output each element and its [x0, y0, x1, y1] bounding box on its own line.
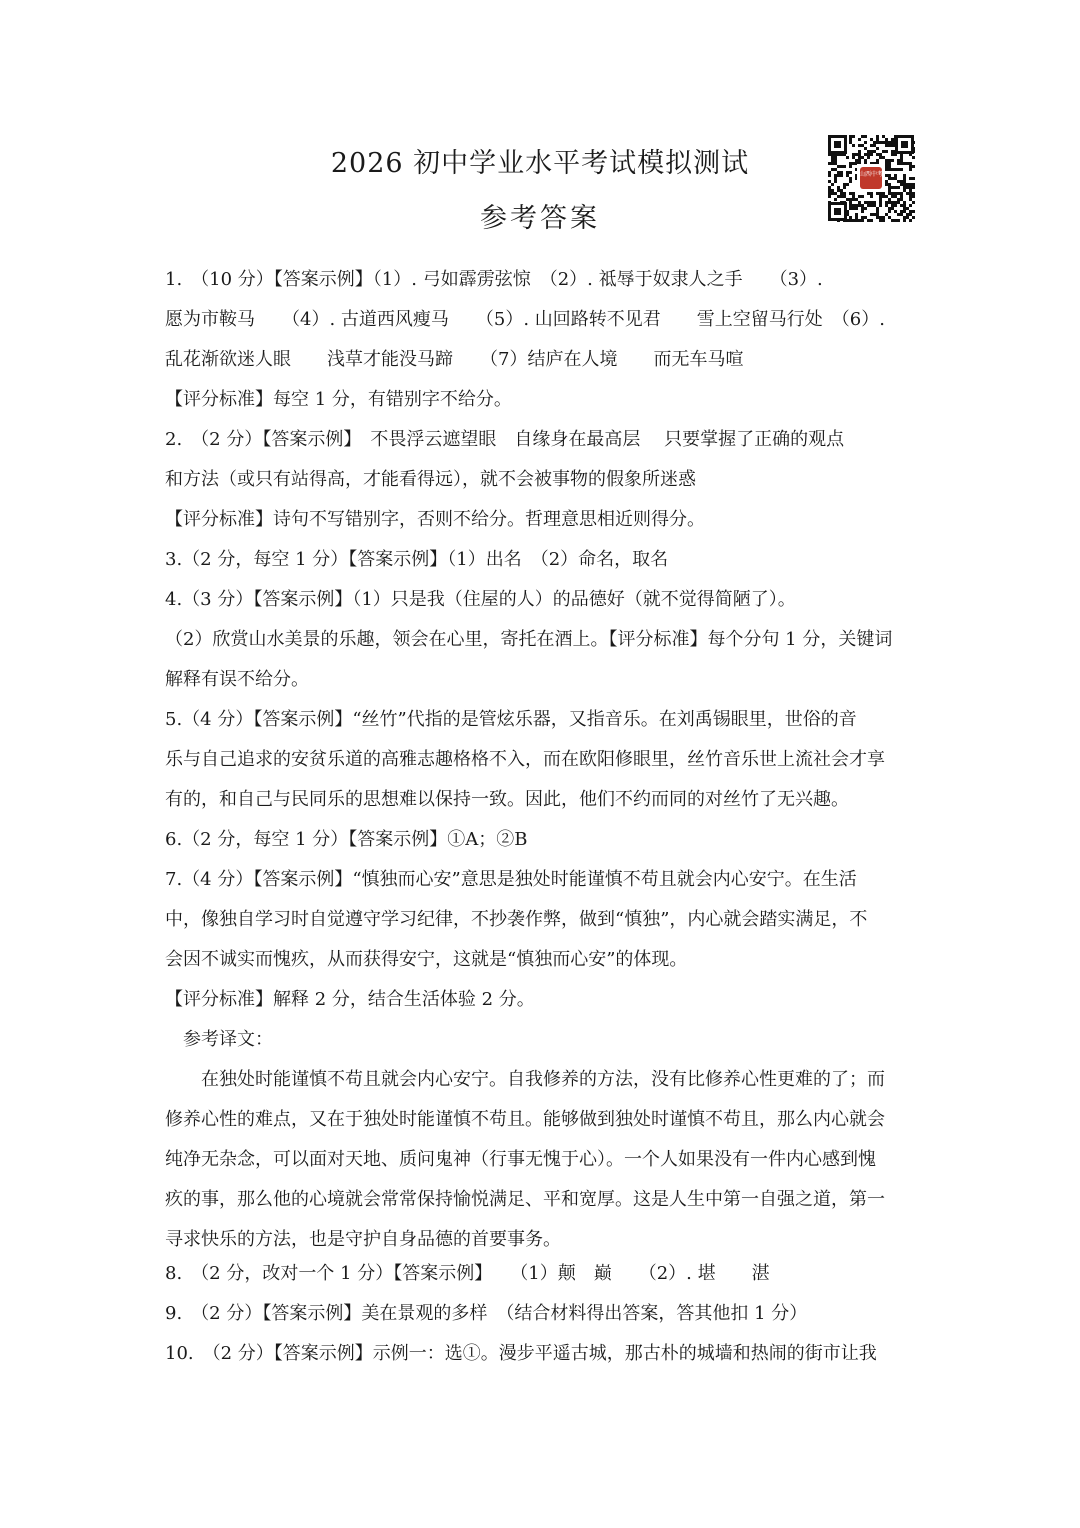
answer-line: 1. （10 分）【答案示例】（1）. 弓如霹雳弦惊 （2）. 祗辱于奴隶人之手 （3）. [165, 269, 823, 290]
answer-line: 4.（3 分）【答案示例】（1）只是我（住屋的人）的品德好（就不觉得简陋了）。 [165, 589, 796, 610]
answer-line: 3.（2 分，每空 1 分）【答案示例】（1）出名 （2）命名，取名 [165, 549, 669, 570]
answer-line: 【评分标准】每空 1 分，有错别字不给分。 [165, 389, 512, 410]
answer-line: 5.（4 分）【答案示例】“丝竹”代指的是管炫乐器，又指音乐。在刘禹锡眼里，世俗的音 [165, 709, 857, 730]
answer-line: 【评分标准】解释 2 分，结合生活体验 2 分。 [165, 989, 535, 1010]
page-subtitle: 参考答案 [480, 203, 600, 234]
answer-line: 乐与自己追求的安贫乐道的高雅志趣格格不入，而在欧阳修眼里，丝竹音乐世上流社会才享 [165, 749, 885, 770]
qr-badge-label: 山西中考 [858, 171, 884, 178]
answer-line: （2）欣赏山水美景的乐趣，领会在心里，寄托在酒上。【评分标准】每个分句 1 分，关键词 [165, 629, 893, 650]
answer-line: 7.（4 分）【答案示例】“慎独而心安”意思是独处时能谨慎不苟且就会内心安宁。在生活 [165, 869, 857, 890]
answer-line: 在独处时能谨慎不苟且就会内心安宁。自我修养的方法，没有比修养心性更难的了；而 [165, 1069, 885, 1090]
answer-line: 解释有误不给分。 [165, 669, 309, 690]
qr-code-icon [827, 134, 915, 222]
answer-line: 乱花渐欲迷人眼 浅草才能没马蹄 （7）结庐在人境 而无车马喧 [165, 349, 744, 370]
answer-line: 【评分标准】诗句不写错别字，否则不给分。哲理意思相近则得分。 [165, 509, 705, 530]
answer-line: 寻求快乐的方法，也是守护自身品德的首要事务。 [165, 1229, 561, 1250]
answer-line: 8. （2 分，改对一个 1 分）【答案示例】 （1）颠 巅 （2）. 堪 湛 [165, 1263, 770, 1284]
answer-line: 中，像独自学习时自觉遵守学习纪律，不抄袭作弊，做到“慎独”，内心就会踏实满足，不 [165, 909, 868, 930]
answer-line: 和方法（或只有站得高，才能看得远），就不会被事物的假象所迷惑 [165, 469, 696, 490]
answer-line: 疚的事，那么他的心境就会常常保持愉悦满足、平和宽厚。这是人生中第一自强之道，第一 [165, 1189, 885, 1210]
answer-line: 参考译文： [165, 1029, 273, 1050]
answer-line: 会因不诚实而愧疚，从而获得安宁，这就是“慎独而心安”的体现。 [165, 949, 688, 970]
answer-line: 有的，和自己与民同乐的思想难以保持一致。因此，他们不约而同的对丝竹了无兴趣。 [165, 789, 849, 810]
answer-line: 愿为市鞍马 （4）. 古道西风瘦马 （5）. 山回路转不见君 雪上空留马行处 （6）. [165, 309, 885, 330]
answer-line: 6.（2 分，每空 1 分）【答案示例】①A；②B [165, 829, 528, 850]
page-title: 2026 初中学业水平考试模拟测试 [330, 148, 750, 179]
answer-line: 9. （2 分）【答案示例】美在景观的多样 （结合材料得出答案，答其他扣 1 分） [165, 1303, 808, 1324]
answer-line: 2. （2 分）【答案示例】 不畏浮云遮望眼 自缘身在最高层 只要掌握了正确的观点 [165, 429, 845, 450]
answer-line: 纯净无杂念，可以面对天地、质问鬼神（行事无愧于心）。一个人如果没有一件内心感到愧 [165, 1149, 876, 1170]
answer-line: 10. （2 分）【答案示例】示例一：选①。漫步平遥古城，那古朴的城墙和热闹的街市让我 [165, 1343, 877, 1364]
answer-line: 修养心性的难点，又在于独处时能谨慎不苟且。能够做到独处时谨慎不苟且，那么内心就会 [165, 1109, 885, 1130]
